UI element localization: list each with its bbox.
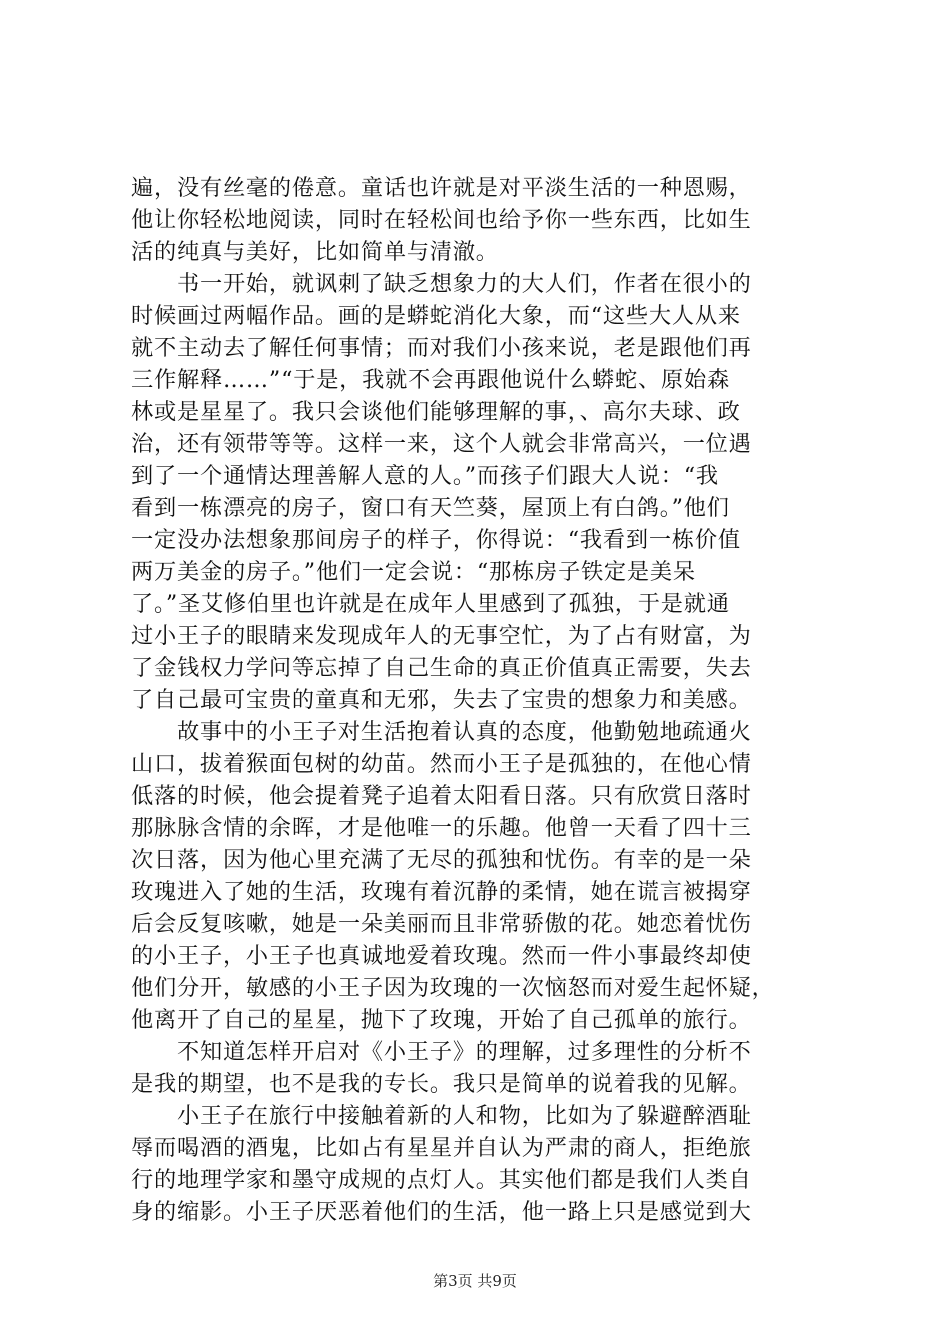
text-line: 两万美金的房子。”他们一定会说：“那栋房子铁定是美呆 [131,559,696,585]
body-text [131,172,831,1228]
text-line: 那脉脉含情的余晖，才是他唯一的乐趣。他曾一天看了四十三 [131,815,752,841]
text-line: 次日落，因为他心里充满了无尽的孤独和忧伤。有幸的是一朵 [131,847,752,873]
text-line: 山口，拔着猴面包树的幼苗。然而小王子是孤独的，在他心情 [131,751,752,777]
text-line: 看到一栋漂亮的房子，窗口有天竺葵，屋顶上有白鸽。”他们 [131,495,730,521]
text-line: 不知道怎样开启对《小王子》的理解，过多理性的分析不 [131,1039,752,1065]
text-line: 书一开始，就讽刺了缺乏想象力的大人们，作者在很小的 [131,271,752,297]
text-line: 他让你轻松地阅读，同时在轻松间也给予你一些东西，比如生 [131,207,752,233]
text-line: 了自己最可宝贵的童真和无邪，失去了宝贵的想象力和美感。 [131,687,752,713]
text-line: 三作解释……”“于是，我就不会再跟他说什么蟒蛇、原始森 [131,367,730,393]
page-footer: 第3页 共9页 [433,1272,517,1290]
text-line: 了金钱权力学问等忘掉了自己生命的真正价值真正需要，失去 [131,655,752,681]
text-line: 到了一个通情达理善解人意的人。”而孩子们跟大人说：“我 [131,463,719,489]
text-line: 行的地理学家和墨守成规的点灯人。其实他们都是我们人类自 [131,1167,752,1193]
text-line: 低落的时候，他会提着凳子追着太阳看日落。只有欣赏日落时 [131,783,752,809]
text-line: 辱而喝酒的酒鬼，比如占有星星并自认为严肃的商人，拒绝旅 [131,1135,752,1161]
text-line: 一定没办法想象那间房子的样子，你得说：“我看到一栋价值 [131,527,741,553]
text-line: 他们分开，敏感的小王子因为玫瑰的一次恼怒而对爱生起怀疑， [131,975,775,1001]
text-line: 遍，没有丝毫的倦意。童话也许就是对平淡生活的一种恩赐， [131,175,752,201]
text-line: 他离开了自己的星星，抛下了玫瑰，开始了自己孤单的旅行。 [131,1007,752,1033]
text-line: 林或是星星了。我只会谈他们能够理解的事，、高尔夫球、政 [131,399,741,425]
text-line: 时候画过两幅作品。画的是蟒蛇消化大象，而“这些大人从来 [131,303,741,329]
text-line: 身的缩影。小王子厌恶着他们的生活，他一路上只是感觉到大 [131,1199,752,1225]
text-line: 后会反复咳嗽，她是一朵美丽而且非常骄傲的花。她恋着忧伤 [131,911,752,937]
text-line: 了。”圣艾修伯里也许就是在成年人里感到了孤独，于是就通 [131,591,730,617]
text-line: 过小王子的眼睛来发现成年人的无事空忙，为了占有财富，为 [131,623,752,649]
text-line: 治，还有领带等等。这样一来，这个人就会非常高兴，一位遇 [131,431,752,457]
text-line: 是我的期望，也不是我的专长。我只是简单的说着我的见解。 [131,1071,752,1097]
text-line: 小王子在旅行中接触着新的人和物，比如为了躲避醉酒耻 [131,1103,752,1129]
text-line: 的小王子，小王子也真诚地爱着玫瑰。然而一件小事最终却使 [131,943,752,969]
text-line: 玫瑰进入了她的生活，玫瑰有着沉静的柔情，她在谎言被揭穿 [131,879,752,905]
text-line: 故事中的小王子对生活抱着认真的态度，他勤勉地疏通火 [131,719,752,745]
text-line: 活的纯真与美好，比如简单与清澈。 [131,239,499,265]
text-line: 就不主动去了解任何事情；而对我们小孩来说，老是跟他们再 [131,335,752,361]
